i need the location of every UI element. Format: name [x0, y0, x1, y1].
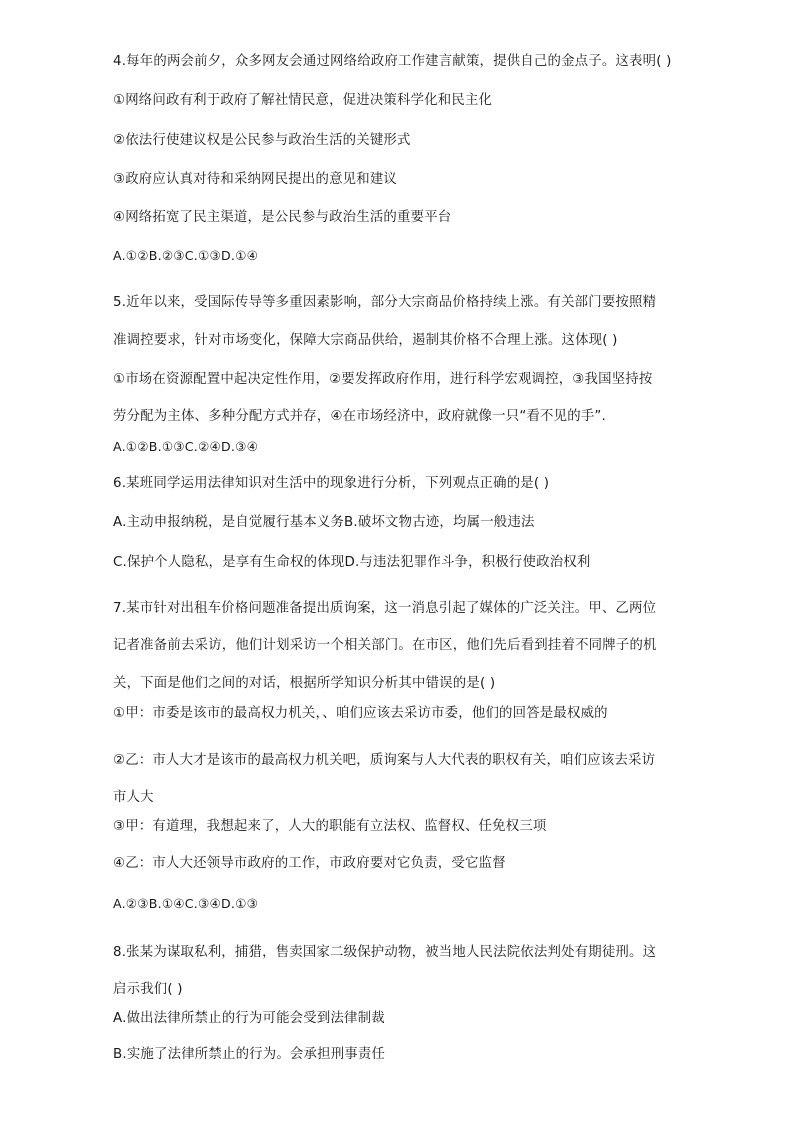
question-7-stem-line-3: 关，下面是他们之间的对话，根据所学知识分析其中错误的是( )	[113, 676, 496, 691]
question-5-stem-line-1: 5.近年以来，受国际传导等多重因素影响，部分大宗商品价格持续上涨。有关部门要按照精	[113, 295, 657, 310]
question-7-statement-1: ①甲：市委是该市的最高权力机关，、咱们应该去采访市委，他们的回答是最权威的	[113, 706, 608, 721]
question-8-stem-line-1: 8.张某为谋取私利，捕猎，售卖国家二级保护动物，被当地人民法院依法判处有期徒刑。这	[113, 945, 657, 960]
question-4-statement-2: ②依法行使建议权是公民参与政治生活的关键形式	[113, 133, 411, 148]
question-4-statement-1: ①网络问政有利于政府了解社情民意，促进决策科学化和民主化	[113, 93, 493, 108]
question-7-statement-2-line-2: 市人大	[113, 790, 154, 805]
question-7-statement-2-line-1: ②乙：市人大才是该市的最高权力机关吧，质询案与人大代表的职权有关，咱们应该去采访	[113, 753, 656, 768]
question-5-options: A.①②B.①③C.②④D.③④	[113, 439, 259, 454]
question-6-options-cd: C.保护个人隐私，是享有生命权的体现D.与违法犯罪作斗争，积极行使政治权利	[113, 555, 591, 570]
question-8-stem-line-2: 启示我们( )	[113, 982, 183, 997]
question-8-option-a: A.做出法律所禁止的行为可能会受到法律制裁	[113, 1011, 385, 1026]
question-4-stem: 4.每年的两会前夕，众多网友会通过网络给政府工作建言献策，提供自己的金点子。这表明( )	[113, 54, 672, 69]
question-6-options-ab: A.主动申报纳税，是自觉履行基本义务B.破坏文物古迹，均属一般违法	[113, 515, 535, 530]
question-7-statement-3: ③甲：有道理，我想起来了，人大的职能有立法权、监督权、任免权三项	[113, 819, 547, 834]
question-4-options: A.①②B.②③C.①③D.①④	[113, 248, 259, 263]
question-7-options: A.②③B.①④C.③④D.①③	[113, 896, 259, 911]
question-5-statements-line-2: 劳分配为主体、多种分配方式并存，④在市场经济中，政府就像一只“看不见的手”.	[113, 409, 607, 424]
question-5-statements-line-1: ①市场在资源配置中起决定性作用，②要发挥政府作用，进行科学宏观调控，③我国坚持按	[113, 372, 653, 387]
question-4-statement-4: ④网络拓宽了民主渠道，是公民参与政治生活的重要平台	[113, 210, 452, 225]
question-7-stem-line-2: 记者准备前去采访，他们计划采访一个相关部门。在市区，他们先后看到挂着不同牌子的机	[113, 638, 657, 653]
question-4-statement-3: ③政府应认真对待和采纳网民提出的意见和建议	[113, 172, 398, 187]
question-8-option-b: B.实施了法律所禁止的行为。会承担刑事责任	[113, 1047, 386, 1062]
question-7-stem-line-1: 7.某市针对出租车价格问题准备提出质询案，这一消息引起了媒体的广泛关注。甲、乙两位	[113, 601, 657, 616]
question-5-stem-line-2: 准调控要求，针对市场变化，保障大宗商品供给，遏制其价格不合理上涨。这体现( )	[113, 333, 618, 348]
question-6-stem: 6.某班同学运用法律知识对生活中的现象进行分析，下列观点正确的是( )	[113, 476, 550, 491]
question-7-statement-4: ④乙：市人大还领导市政府的工作，市政府要对它负责，受它监督	[113, 856, 506, 871]
